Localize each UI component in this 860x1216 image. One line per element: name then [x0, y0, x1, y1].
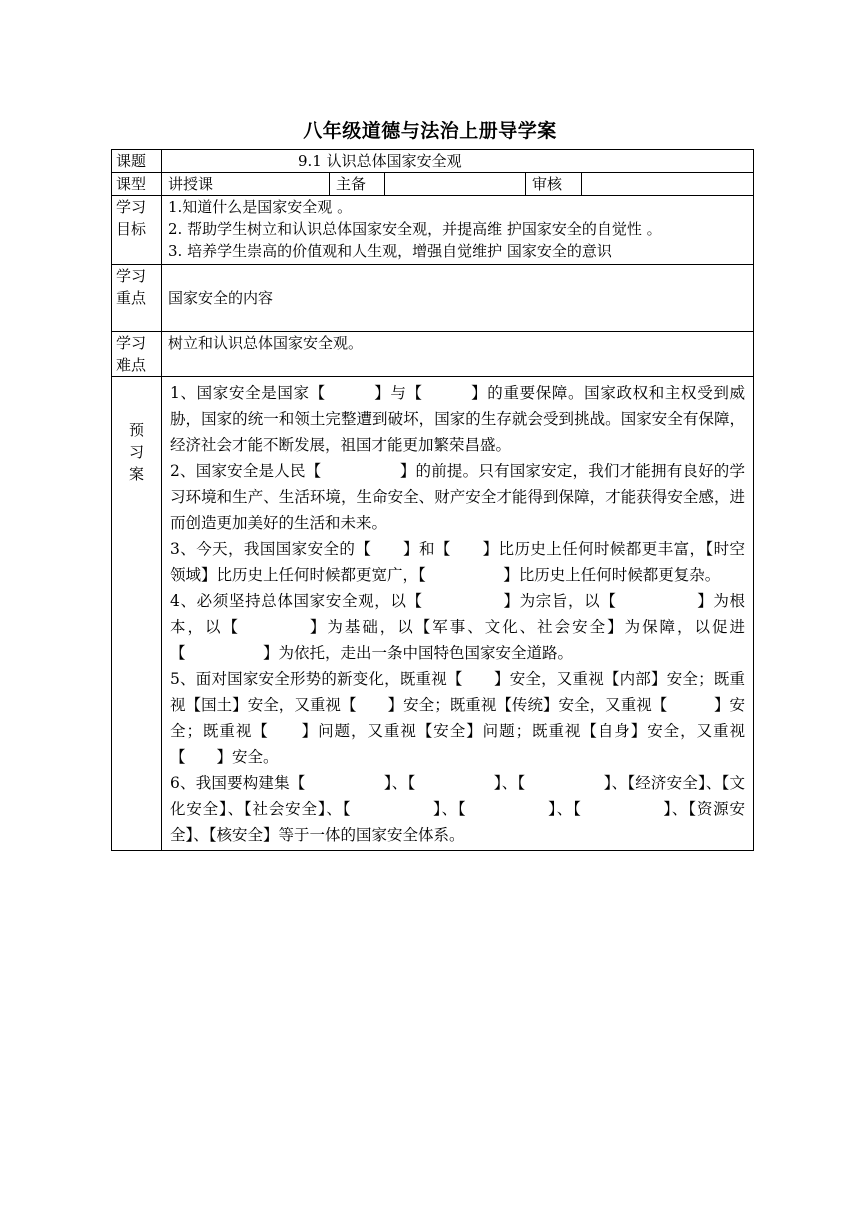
difficulties-label [112, 332, 162, 377]
goal-item: 2. 帮助学生树立和认识总体国家安全观，并提高维 护国家安全的自觉性 。 [168, 220, 662, 238]
topic-label: 课题 [112, 150, 162, 173]
review-label: 审核 [526, 173, 582, 195]
goals-row [112, 196, 754, 265]
document-title: 八年级道德与法治上册导学案 [303, 120, 557, 142]
course-type-value: 讲授课 [162, 173, 330, 195]
course-type-cells [162, 173, 754, 196]
topic-value: 9.1 认识总体国家安全观 [162, 150, 754, 173]
preview-label [112, 377, 162, 851]
study-guide-table [111, 149, 754, 851]
key-points-row [112, 265, 754, 332]
key-points-value: 国家安全的内容 [162, 265, 754, 332]
key-label-line-2: 重点 [116, 289, 147, 307]
goal-item: 1.知道什么是国家安全观 。 [168, 198, 353, 216]
key-points-label [112, 265, 162, 332]
goal-item: 3. 培养学生崇高的价值观和人生观，增强自觉维护 国家安全的意识 [168, 242, 612, 260]
preview-item: 2、国家安全是人民【 】的前提。只有国家安定，我们才能拥有良好的学习环境和生产、生活环境，生命安全、财产安全才能得到保障，才能获得安全感，进而创造更加美好的生活和未来。 [170, 462, 745, 532]
goals-label-line-1: 学习 [116, 198, 147, 216]
preview-label-char: 案 [128, 465, 144, 483]
review-value [582, 173, 753, 195]
goals-label [112, 196, 162, 265]
preview-row [112, 377, 754, 851]
preview-item: 5、面对国家安全形势的新变化，既重视【 】安全，又重视【内部】安全；既重视【国土】安全，又重视【 】安全；既重视【传统】安全，又重视【 】安全；既重视【 】问题，又重视【安全】问题；既重视【自身】安全，又重视【 】安全。 [170, 670, 745, 766]
preview-item: 3、今天，我国国家安全的【 】和【 】比历史上任何时候都更丰富，【时空领域】比历史上任何时候都更宽广，【 】比历史上任何时候都更复杂。 [170, 540, 745, 584]
preview-label-char: 习 [128, 443, 144, 461]
difficulties-row [112, 332, 754, 377]
preview-item: 4、必须坚持总体国家安全观，以【 】为宗旨，以【 】为根本，以【 】为基础，以【军事、文化、社会安全】为保障，以促进【 】为依托，走出一条中国特色国家安全道路。 [170, 592, 745, 662]
diff-label-line-2: 难点 [116, 356, 147, 374]
goals-content [162, 196, 754, 265]
preview-label-char: 预 [128, 421, 144, 439]
topic-row [112, 150, 754, 173]
key-label-line-1: 学习 [116, 267, 147, 285]
goals-label-line-2: 目标 [116, 220, 147, 238]
difficulties-value: 树立和认识总体国家安全观。 [162, 332, 754, 377]
preview-content [162, 377, 754, 851]
course-type-row [112, 173, 754, 196]
author-label: 主备 [330, 173, 385, 195]
preview-item: 6、我国要构建集【 】、【 】、【 】、【经济安全】、【文化安全】、【社会安全】、【 】、【 】、【 】、【资源安全】、【核安全】等于一体的国家安全体系。 [170, 774, 745, 844]
author-value [385, 173, 526, 195]
preview-item: 1、国家安全是国家【 】与【 】的重要保障。国家政权和主权受到威胁，国家的统一和领土完整遭到破坏，国家的生存就会受到挑战。国家安全有保障，经济社会才能不断发展，祖国才能更加繁荣昌盛。 [170, 384, 745, 454]
diff-label-line-1: 学习 [116, 334, 147, 352]
course-type-label: 课型 [112, 173, 162, 196]
